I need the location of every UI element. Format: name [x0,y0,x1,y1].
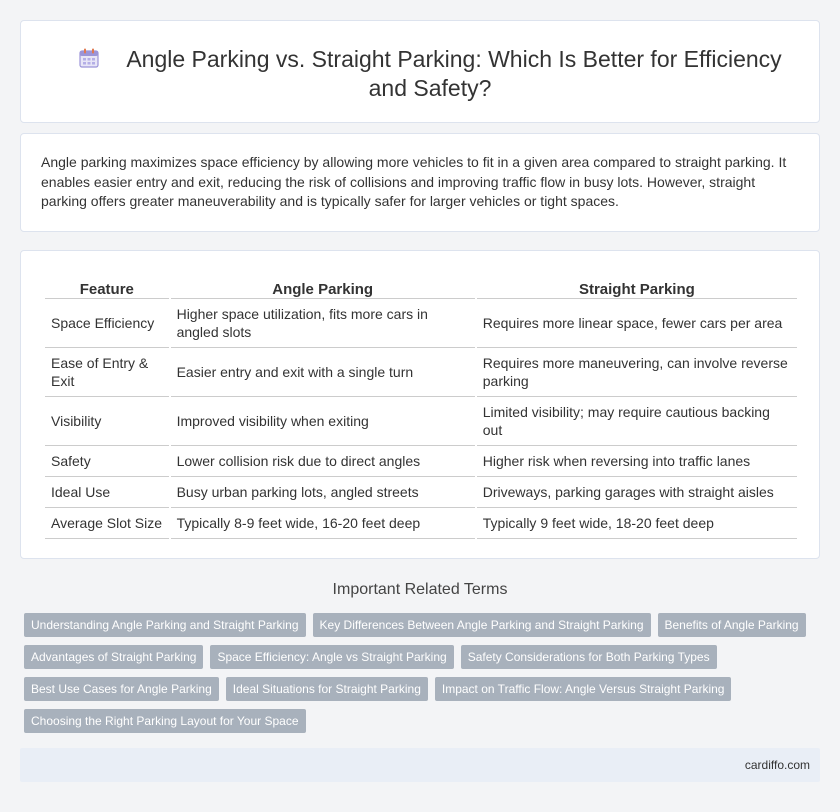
comparison-table-card [20,250,820,559]
table-cell: Requires more maneuvering, can involve reverse parking [477,348,797,397]
table-cell: Limited visibility; may require cautious backing out [477,397,797,446]
table-cell: Requires more linear space, fewer cars per area [477,299,797,348]
related-term-tag[interactable]: Safety Considerations for Both Parking Types [461,645,717,669]
table-cell: Typically 8-9 feet wide, 16-20 feet deep [171,508,475,539]
table-row [45,299,797,348]
table-cell: Ease of Entry & Exit [45,348,169,397]
table-header-row [45,277,797,299]
related-terms-heading: Important Related Terms [332,581,508,598]
table-cell: Typically 9 feet wide, 18-20 feet deep [477,508,797,539]
column-header-straight: Straight Parking [477,277,797,299]
title-card [20,20,820,123]
related-term-tag[interactable]: Advantages of Straight Parking [24,645,203,669]
table-cell: Improved visibility when exiting [171,397,475,446]
page-title [61,45,799,103]
table-cell: Easier entry and exit with a single turn [171,348,475,397]
column-header-feature: Feature [45,277,169,299]
table-cell: Higher space utilization, fits more cars in angled slots [171,299,475,348]
table-cell: Safety [45,446,169,477]
intro-card [20,133,820,232]
related-term-tag[interactable]: Key Differences Between Angle Parking and Straight Parking [313,613,651,637]
table-row [45,477,797,508]
footer [20,748,820,782]
table-cell: Driveways, parking garages with straight aisles [477,477,797,508]
calendar-icon [78,47,100,69]
column-header-angle: Angle Parking [171,277,475,299]
related-term-tag[interactable]: Understanding Angle Parking and Straight Parking [24,613,306,637]
related-term-tag[interactable]: Impact on Traffic Flow: Angle Versus Straight Parking [435,677,732,701]
related-term-tag[interactable]: Ideal Situations for Straight Parking [226,677,428,701]
related-term-tag[interactable]: Benefits of Angle Parking [658,613,806,637]
related-term-tag[interactable]: Space Efficiency: Angle vs Straight Parking [210,645,453,669]
table-row [45,397,797,446]
comparison-table [43,277,799,539]
related-term-tag[interactable]: Best Use Cases for Angle Parking [24,677,219,701]
page-title-text: Angle Parking vs. Straight Parking: Which Is Better for Efficiency and Safety? [126,46,782,101]
intro-paragraph: Angle parking maximizes space efficiency by allowing more vehicles to fit in a given area compared to straight parking. It enables easier entry and exit, reducing the risk of collisions and improving traffic flow in busy lots. However, straight parking offers greater maneuverability and is typically safer for larger vehicles or tight spaces. [41,154,787,209]
table-cell: Space Efficiency [45,299,169,348]
table-cell: Lower collision risk due to direct angles [171,446,475,477]
footer-site-link[interactable]: cardiffo.com [744,758,810,772]
table-row [45,446,797,477]
table-row [45,508,797,539]
related-terms-list [24,613,824,733]
related-term-tag[interactable]: Choosing the Right Parking Layout for Your Space [24,709,306,733]
table-cell: Visibility [45,397,169,446]
table-cell: Higher risk when reversing into traffic lanes [477,446,797,477]
table-cell: Busy urban parking lots, angled streets [171,477,475,508]
table-row [45,348,797,397]
table-cell: Ideal Use [45,477,169,508]
table-cell: Average Slot Size [45,508,169,539]
